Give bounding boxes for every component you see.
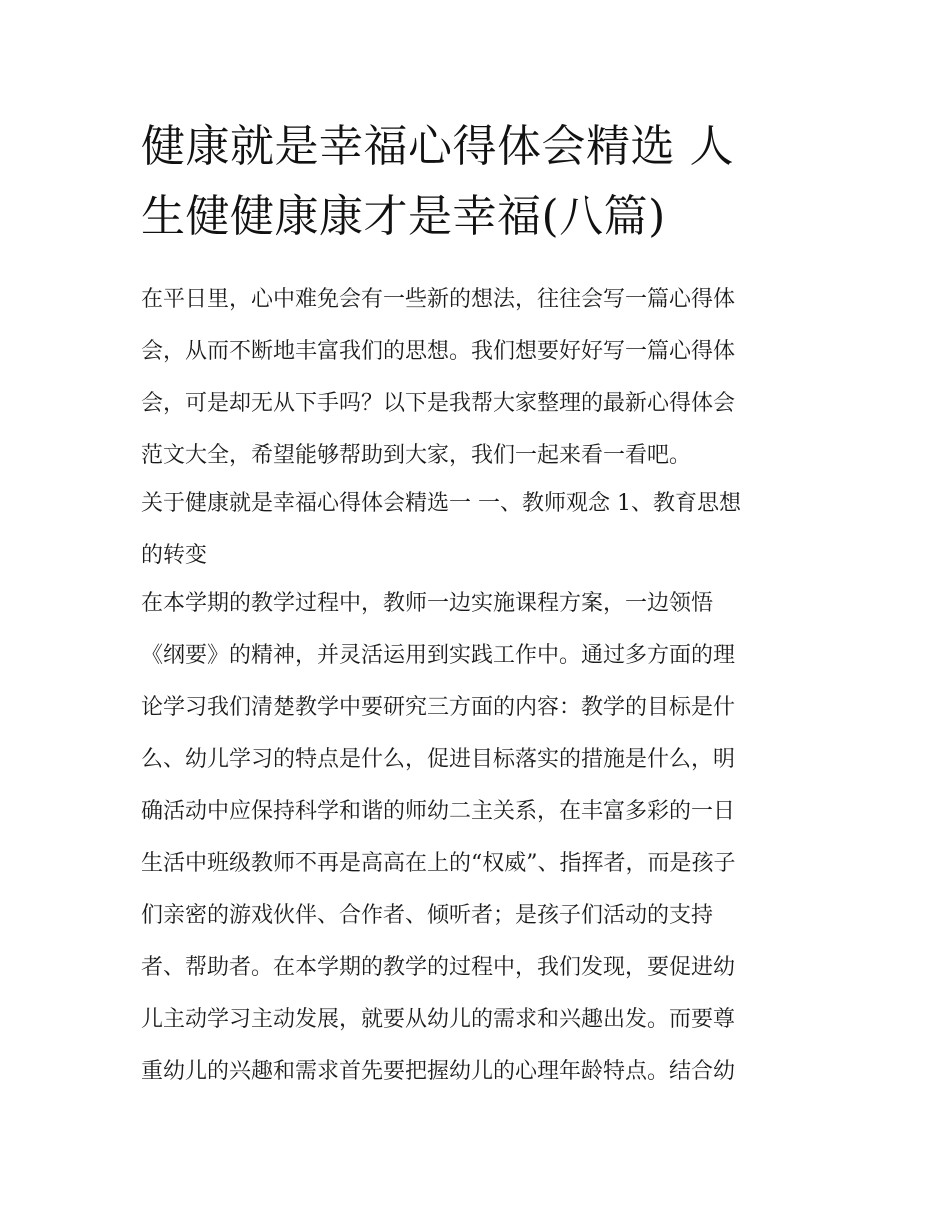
paragraph-line: 么、幼儿学习的特点是什么，促进目标落实的措施是什么，明 <box>141 747 736 772</box>
paragraph-line: 者、帮助者。在本学期的教学的过程中，我们发现，要促进幼 <box>141 955 736 980</box>
paragraph-line: 《纲要》的精神，并灵活运用到实践工作中。通过多方面的理 <box>141 643 736 668</box>
paragraph-line: 的转变 <box>141 543 208 568</box>
paragraph-line: 确活动中应保持科学和谐的师幼二主关系，在丰富多彩的一日 <box>141 799 736 824</box>
title-line: 生健健康康才是幸福(八篇) <box>141 191 666 242</box>
paragraph-line: 会，从而不断地丰富我们的思想。我们想要好好写一篇心得体 <box>141 339 736 364</box>
paragraph-line: 重幼儿的兴趣和需求首先要把握幼儿的心理年龄特点。结合幼 <box>141 1059 736 1084</box>
paragraph-line: 在本学期的教学过程中，教师一边实施课程方案，一边领悟 <box>141 591 714 616</box>
paragraph-line: 生活中班级教师不再是高高在上的“权威”、指挥者，而是孩子 <box>141 851 736 876</box>
document-title <box>141 112 821 252</box>
paragraph-line: 在平日里，心中难免会有一些新的想法，往往会写一篇心得体 <box>141 287 736 312</box>
paragraph-line: 会，可是却无从下手吗？以下是我帮大家整理的最新心得体会 <box>141 391 736 416</box>
section-heading-paragraph <box>141 478 821 582</box>
title-line: 健康就是幸福心得体会精选 人 <box>141 121 734 172</box>
paragraph-line: 们亲密的游戏伙伴、合作者、倾听者；是孩子们活动的支持 <box>141 903 714 928</box>
body-paragraph <box>141 578 821 1098</box>
intro-paragraph <box>141 274 821 482</box>
paragraph-line: 关于健康就是幸福心得体会精选一 一、教师观念 1、教育思想 <box>141 491 741 516</box>
paragraph-line: 论学习我们清楚教学中要研究三方面的内容：教学的目标是什 <box>141 695 736 720</box>
paragraph-line: 儿主动学习主动发展，就要从幼儿的需求和兴趣出发。而要尊 <box>141 1007 736 1032</box>
paragraph-line: 范文大全，希望能够帮助到大家，我们一起来看一看吧。 <box>141 443 692 468</box>
